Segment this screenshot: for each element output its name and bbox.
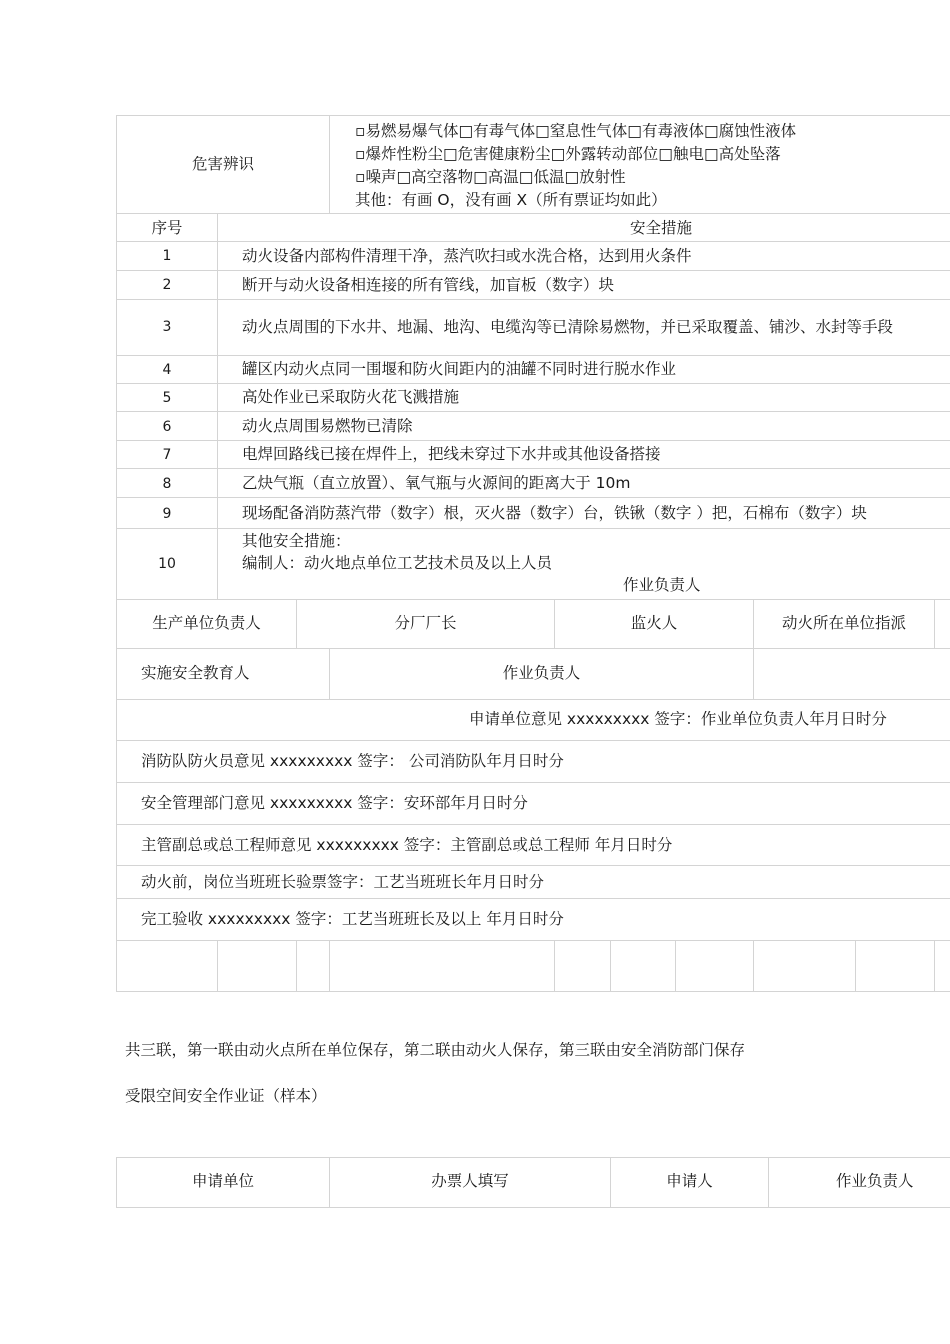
other-measures-label: 其他安全措施： (242, 532, 351, 550)
row-text-cell (217, 528, 950, 600)
row-no-cell (116, 270, 218, 300)
header-label: 作业负责人 (836, 1172, 914, 1190)
hazard-line: ▫爆炸性粉尘□危害健康粉尘□外露转动部位□触电□高处坠落 (355, 145, 781, 163)
row-text: 罐区内动火点同一围堰和防火间距内的油罐不同时进行脱水作业 (242, 360, 677, 378)
opinion-fire-brigade (116, 740, 950, 783)
header-label: 申请单位 (191, 1172, 254, 1190)
empty-cell (217, 940, 297, 992)
no-header-text: 序号 (151, 219, 183, 237)
opinion-applicant (116, 699, 950, 741)
empty-cell (329, 940, 555, 992)
opinion-text: 安全管理部门意见 xxxxxxxxx 签字：安环部年月日时分 (141, 794, 528, 812)
row-number: 8 (162, 476, 172, 492)
row-text-cell (217, 468, 950, 498)
compiler-line: 编制人：动火地点单位工艺技术员及以上人员 (242, 554, 553, 572)
sign-label: 实施安全教育人 (141, 664, 250, 682)
sign-label: 动火所在单位指派 (781, 614, 906, 632)
row-no-cell (116, 497, 218, 529)
measures-no-header (116, 213, 218, 242)
opinion-completion (116, 898, 950, 941)
row-text: 动火设备内部构件清理干净，蒸汽吹扫或水洗合格，达到用火条件 (242, 247, 692, 265)
row-number: 10 (158, 556, 176, 572)
hazard-line: 其他：有画 O，没有画 X（所有票证均如此） (355, 191, 667, 209)
header-label: 申请人 (666, 1172, 713, 1190)
work-leader-cell (768, 1157, 950, 1208)
row-text: 乙炔气瓶（直立放置）、氧气瓶与火源间的距离大于 10m (242, 474, 631, 492)
row-number: 4 (162, 362, 172, 378)
row-no-cell (116, 468, 218, 498)
row-number: 6 (162, 419, 172, 435)
row-text: 动火点周围易燃物已清除 (242, 417, 413, 435)
hazard-options-cell (329, 115, 950, 214)
applicant-unit-cell (116, 1157, 330, 1208)
row-text-cell (217, 497, 950, 529)
empty-cell (610, 940, 676, 992)
row-no-cell (116, 299, 218, 356)
measures-text-header (217, 213, 950, 242)
row-text-cell (217, 270, 950, 300)
work-leader-label: 作业负责人 (623, 576, 701, 594)
sign-empty (753, 648, 950, 700)
sign-label: 分厂厂长 (394, 614, 457, 632)
row-text-cell (217, 383, 950, 412)
empty-cell (116, 940, 218, 992)
row-text-cell (217, 299, 950, 356)
row-number: 9 (162, 506, 172, 522)
sign-blank (934, 599, 950, 649)
row-number: 1 (162, 248, 172, 264)
row-number: 5 (162, 390, 172, 406)
sign-safety-educator (116, 648, 330, 700)
empty-cell (934, 940, 950, 992)
row-no-cell (116, 528, 218, 600)
sign-branch-director (296, 599, 555, 649)
row-number: 3 (162, 319, 172, 335)
row-no-cell (116, 440, 218, 469)
opinion-chief-engineer (116, 824, 950, 866)
hazard-line: ▫噪声□高空落物□高温□低温□放射性 (355, 168, 626, 186)
empty-cell (855, 940, 935, 992)
row-text-cell (217, 440, 950, 469)
next-section-title: 受限空间安全作业证（样本） (125, 1087, 327, 1105)
row-text: 电焊回路线已接在焊件上，把线未穿过下水井或其他设备搭接 (242, 445, 661, 463)
sign-label: 生产单位负责人 (152, 614, 261, 632)
sign-production-head (116, 599, 297, 649)
row-no-cell (116, 241, 218, 271)
sign-label: 监火人 (630, 614, 678, 632)
opinion-text: 申请单位意见 xxxxxxxxx 签字：作业单位负责人年月日时分 (469, 710, 887, 728)
sign-unit-assign (753, 599, 935, 649)
sign-fire-watcher (554, 599, 754, 649)
row-text: 动火点周围的下水井、地漏、地沟、电缆沟等已清除易燃物，并已采取覆盖、铺沙、水封等手段 (242, 318, 894, 336)
row-text: 高处作业已采取防火花飞溅措施 (242, 388, 460, 406)
opinion-safety-dept (116, 782, 950, 825)
opinion-text: 消防队防火员意见 xxxxxxxxx 签字： 公司消防队年月日时分 (141, 752, 564, 770)
hazard-line: ▫易燃易爆气体□有毒气体□窒息性气体□有毒液体□腐蚀性液体 (355, 122, 797, 140)
row-text: 现场配备消防蒸汽带（数字）根，灭火器（数字）台，铁锹（数字 ）把，石棉布（数字）块 (242, 504, 867, 522)
opinion-text: 动火前，岗位当班班长验票签字：工艺当班班长年月日时分 (141, 873, 545, 891)
row-text-cell (217, 355, 950, 384)
row-number: 7 (162, 447, 172, 463)
header-label: 办票人填写 (431, 1172, 509, 1190)
hazard-label: 危害辨识 (191, 155, 254, 173)
hazard-label-cell (116, 115, 330, 214)
row-no-cell (116, 383, 218, 412)
row-no-cell (116, 355, 218, 384)
sign-work-leader (329, 648, 754, 700)
opinion-text: 主管副总或总工程师意见 xxxxxxxxx 签字：主管副总或总工程师 年月日时分 (141, 836, 673, 854)
empty-cell (554, 940, 611, 992)
sign-label: 作业负责人 (502, 664, 581, 682)
opinion-shift-leader (116, 865, 950, 899)
row-no-cell (116, 411, 218, 441)
opinion-text: 完工验收 xxxxxxxxx 签字：工艺当班班长及以上 年月日时分 (141, 910, 564, 928)
row-text-cell (217, 411, 950, 441)
row-number: 2 (162, 277, 172, 293)
empty-cell (753, 940, 856, 992)
measure-header-text: 安全措施 (630, 219, 693, 237)
applicant-cell (610, 1157, 769, 1208)
ticket-issuer-cell (329, 1157, 611, 1208)
empty-cell (675, 940, 754, 992)
copies-note: 共三联，第一联由动火点所在单位保存，第二联由动火人保存，第三联由安全消防部门保存 (125, 1041, 746, 1059)
row-text: 断开与动火设备相连接的所有管线，加盲板（数字）块 (242, 276, 615, 294)
empty-cell (296, 940, 330, 992)
row-text-cell (217, 241, 950, 271)
